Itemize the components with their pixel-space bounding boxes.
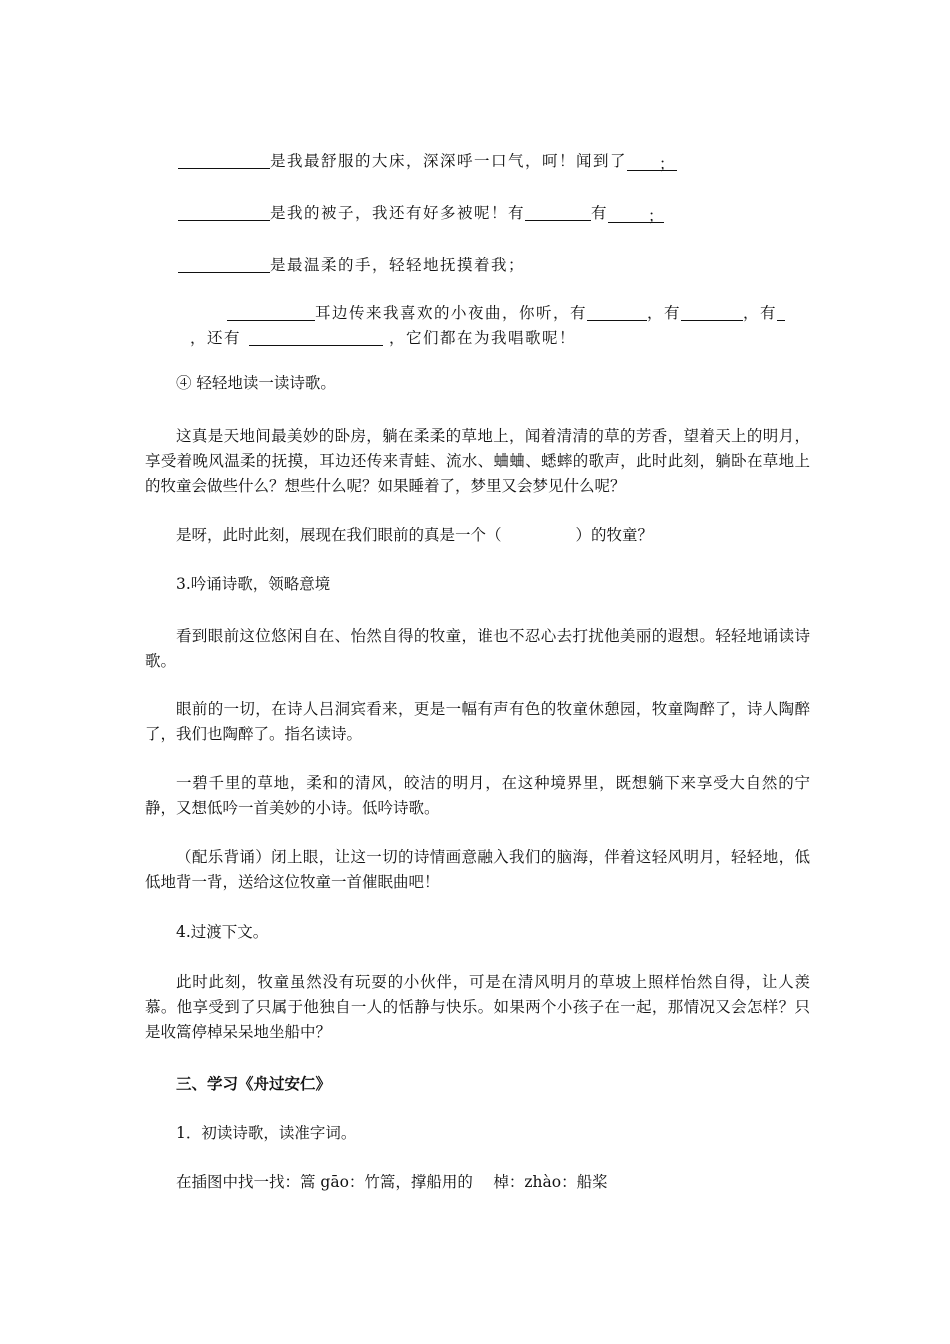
section-three-title: 三、学习《舟过安仁》 xyxy=(176,1074,332,1093)
blank-field[interactable] xyxy=(178,204,270,221)
blank-field[interactable] xyxy=(249,329,383,346)
paragraph-bedroom: 这真是天地间最美妙的卧房，躺在柔柔的草地上，闻着清清的草的芳香，望着天上的明月，享受着晚风温柔的抚摸，耳边还传来青蛙、流水、蛐蛐、蟋蟀的歌声，此时此刻，躺卧在草地上的牧童会做些什么？想些什么呢？如果睡着了，梦里又会梦见什么呢？ xyxy=(145,427,810,495)
blank-field[interactable] xyxy=(227,304,315,321)
illustration-vocabulary: 在插图中找一找：篙 gāo：竹篙，撑船用的 棹：zhào：船桨 xyxy=(176,1173,608,1191)
step-1-first-read: 1．初读诗歌，读准字词。 xyxy=(176,1124,357,1142)
paragraph-grass: 一碧千里的草地，柔和的清风，皎洁的明月，在这种境界里，既想躺下来享受大自然的宁静，又想低吟一首美妙的小诗。低吟诗歌。 xyxy=(145,774,810,817)
blank-field[interactable]: ； xyxy=(627,154,677,171)
blank-field[interactable] xyxy=(178,152,270,169)
fill-line-bed: 是我最舒服的大床，深深呼一口气，呵！闻到了 ； xyxy=(178,151,677,171)
paragraph-before: 眼前的一切，在诗人吕洞宾看来，更是一幅有声有色的牧童休憩园，牧童陶醉了，诗人陶醉了，我们也陶醉了。指名读诗。 xyxy=(145,700,810,743)
paragraph-transition: 此时此刻，牧童虽然没有玩耍的小伙伴，可是在清风明月的草坡上照样怡然自得，让人羡慕。他享受到了只属于他独自一人的恬静与快乐。如果两个小孩子在一起，那情况又会怎样？只是收篙停棹呆呆地坐船中？ xyxy=(145,973,810,1041)
fill-line-singing: ，还有 ，它们都在为我唱歌呢！ xyxy=(190,329,577,347)
fill-line-serenade: 耳边传来我喜欢的小夜曲，你听，有 ，有 ，有 xyxy=(227,303,785,323)
fill-line-quilt: 是我的被子，我还有好多被呢！有 有 ； xyxy=(178,203,664,223)
blank-field[interactable] xyxy=(681,304,743,321)
section-4-heading: 4.过渡下文。 xyxy=(176,923,269,941)
section-3-heading: 3.吟诵诗歌，领略意境 xyxy=(176,575,331,593)
blank-field[interactable] xyxy=(587,304,647,321)
blank-field[interactable] xyxy=(178,256,270,273)
answer-blank[interactable] xyxy=(502,527,576,543)
fill-line-hand: 是最温柔的手，轻轻地抚摸着我； xyxy=(178,255,525,275)
blank-field[interactable] xyxy=(525,204,591,221)
blank-field[interactable]: ； xyxy=(608,206,664,223)
blank-field[interactable] xyxy=(777,304,785,321)
step-4-instruction: ④ 轻轻地读一读诗歌。 xyxy=(176,374,336,392)
paragraph-music: （配乐背诵）闭上眼，让这一切的诗情画意融入我们的脑海，伴着这轻风明月，轻轻地，低低地背一背，送给这位牧童一首催眠曲吧！ xyxy=(145,848,810,891)
paragraph-see: 看到眼前这位悠闲自在、怡然自得的牧童，谁也不忍心去打扰他美丽的遐想。轻轻地诵读诗歌。 xyxy=(145,627,810,670)
paragraph-question: 是呀，此时此刻，展现在我们眼前的真是一个（ ）的牧童？ xyxy=(176,526,654,544)
